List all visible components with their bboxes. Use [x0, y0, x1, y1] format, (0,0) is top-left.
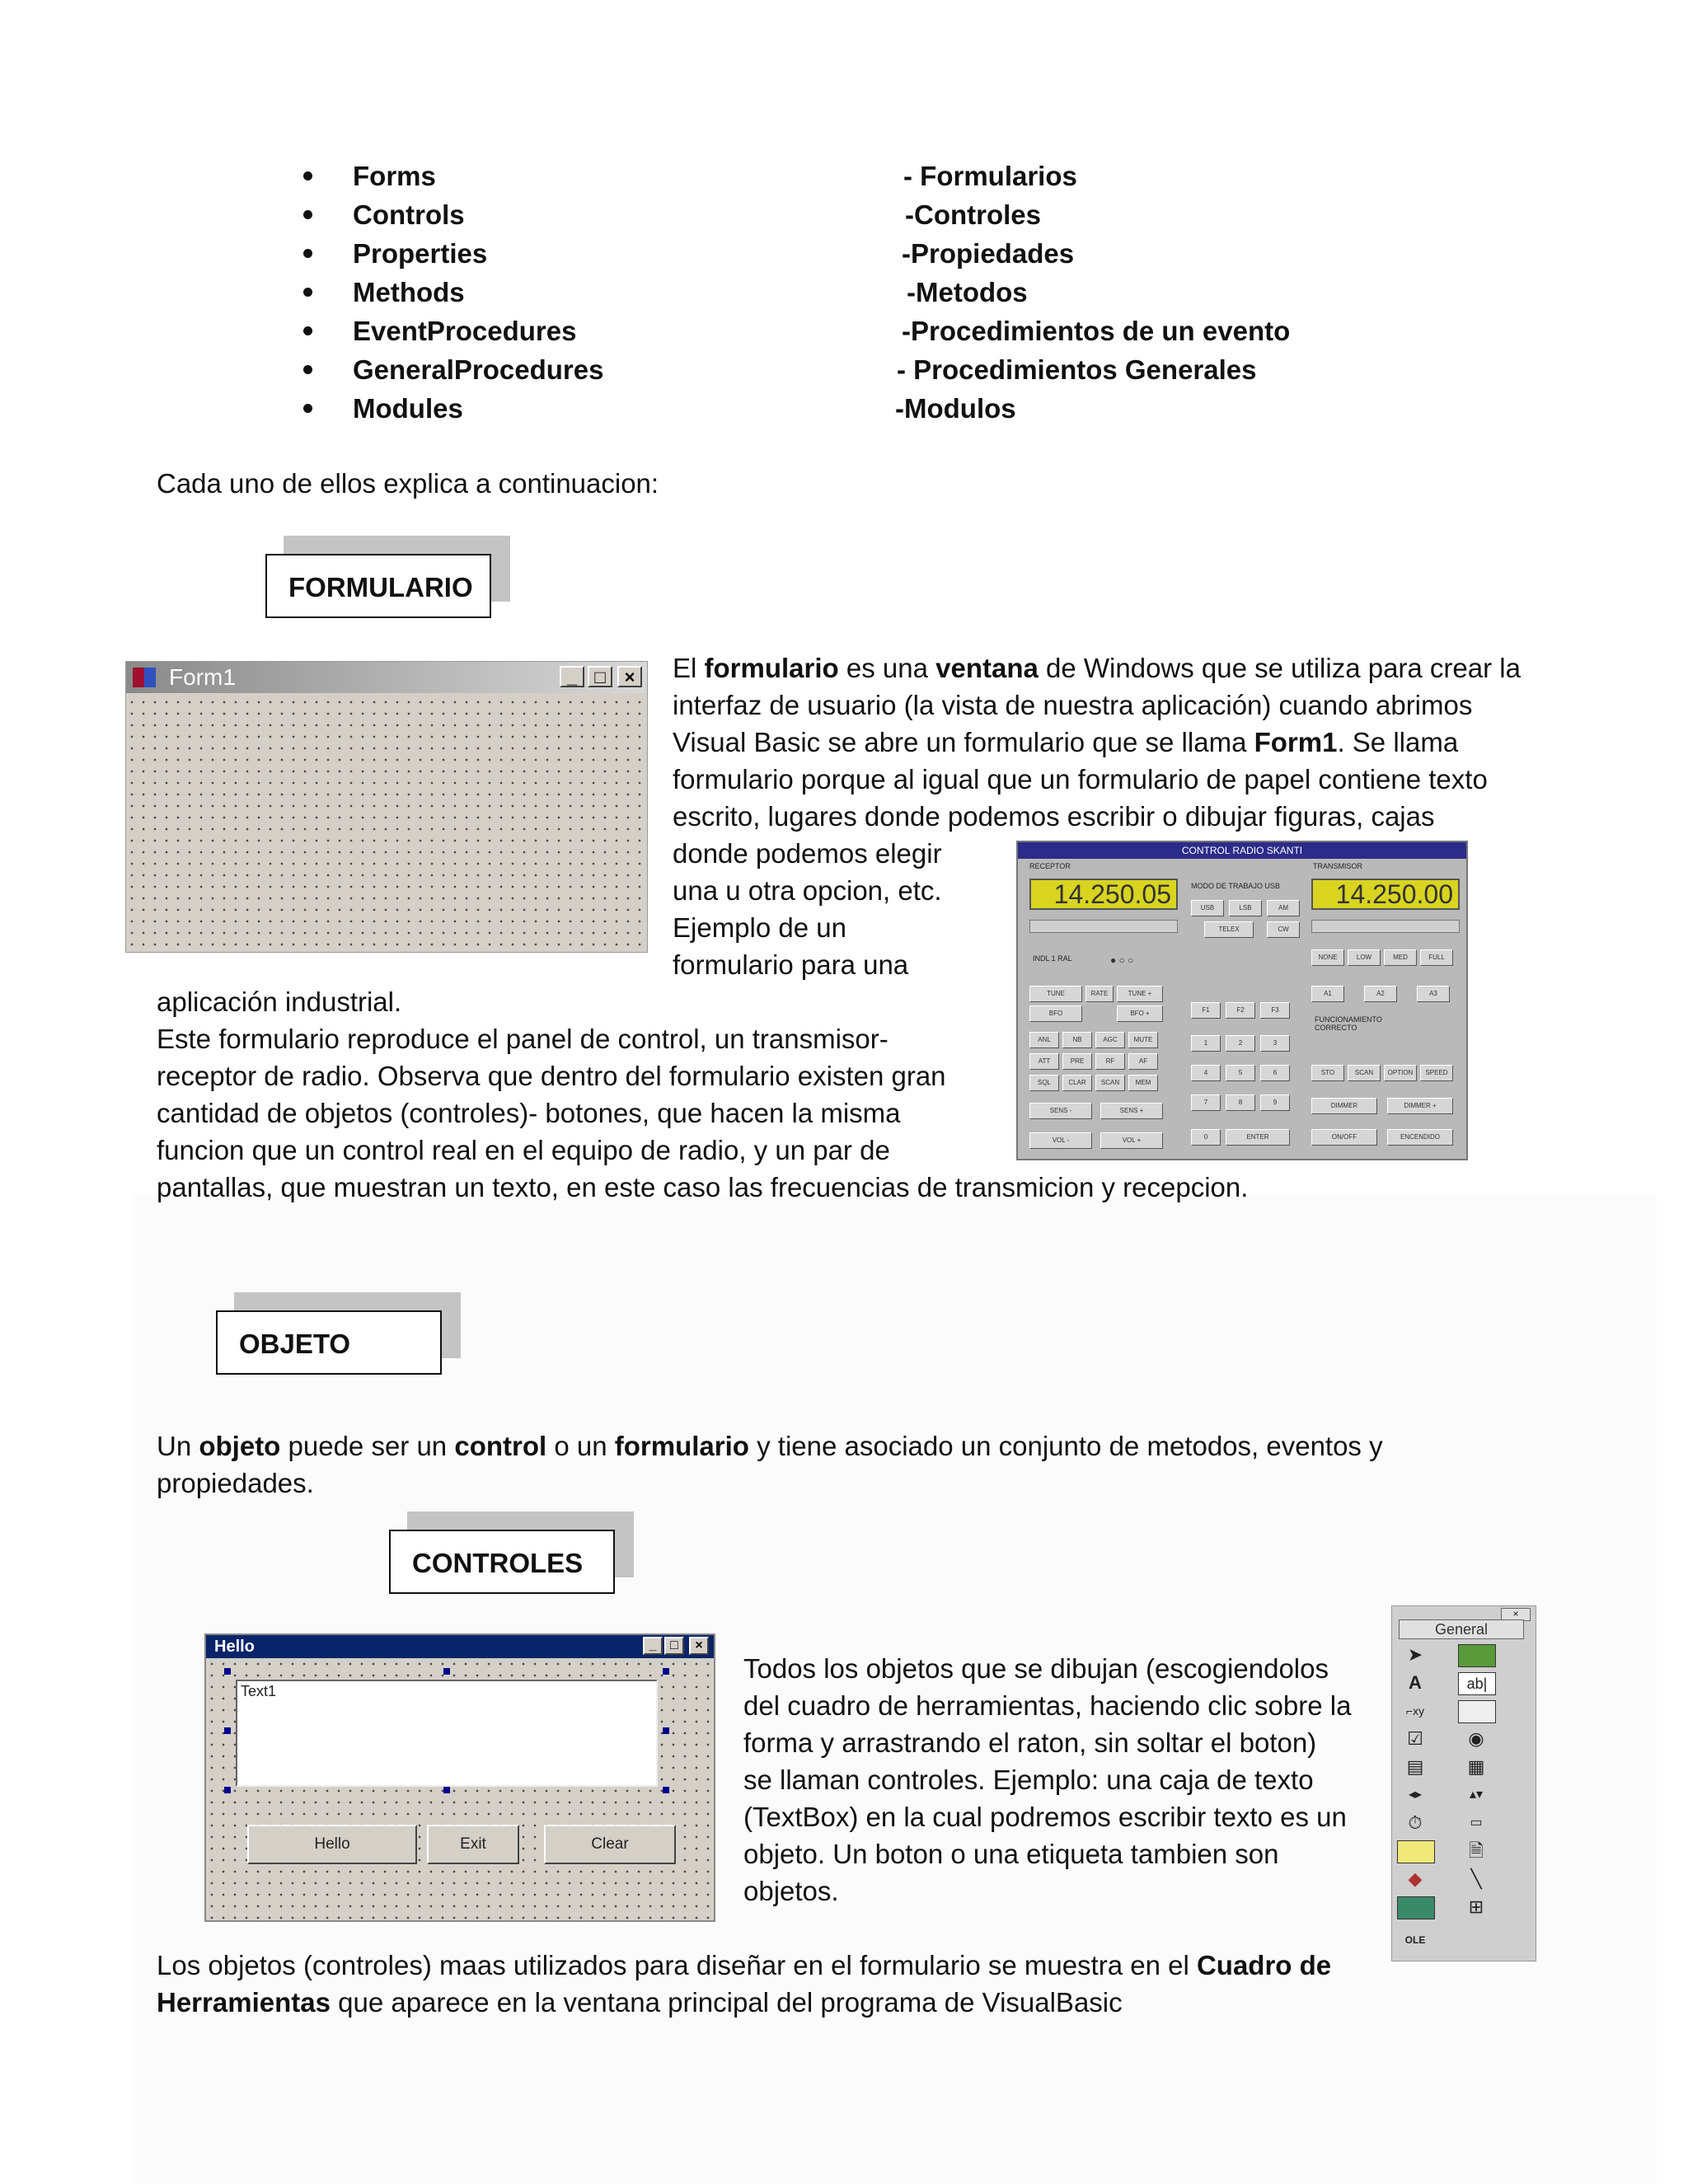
bullet-es: -Propiedades [902, 238, 1075, 269]
controles-line: forma y arrastrando el raton, sin soltar el boton) [743, 1727, 1317, 1758]
formulario-line: escrito, lugares donde podemos escribir o dibujar figuras, cajas [673, 801, 1435, 832]
formulario-line: donde podemos elegir [673, 838, 942, 869]
number-key[interactable]: 8 [1226, 1094, 1255, 1111]
mode-key[interactable]: TELEX [1204, 921, 1254, 938]
bullet-dot [303, 249, 312, 258]
timer-icon[interactable]: ⏱ [1408, 1812, 1423, 1833]
small-key[interactable]: MEM [1128, 1075, 1158, 1091]
power-key[interactable]: FULL [1420, 949, 1453, 966]
number-key[interactable]: 6 [1260, 1065, 1290, 1081]
mode-key[interactable]: AM [1267, 900, 1300, 916]
vol-minus-key[interactable]: VOL - [1029, 1132, 1092, 1149]
bullet-en: Controls [353, 199, 465, 230]
power-key[interactable]: NONE [1311, 949, 1344, 966]
toolbox-title: General [1399, 1619, 1524, 1639]
number-key[interactable]: 9 [1260, 1094, 1290, 1111]
filelistbox-icon[interactable]: 🗎 [1469, 1840, 1484, 1861]
bullet-en: GeneralProcedures [353, 354, 604, 385]
small-key[interactable]: SCAN [1095, 1075, 1125, 1091]
close-icon[interactable]: × [1501, 1608, 1531, 1621]
formulario-line: El formulario es una ventana de Windows que se utiliza para crear la [673, 653, 1521, 683]
final-line: Los objetos (controles) maas utilizados para diseñar en el formulario se muestra en el Cuadro de [157, 1950, 1332, 1980]
formulario-line: Ejemplo de un [673, 912, 846, 943]
formulario-line: cantidad de objetos (controles)- botones, que hacen la misma [157, 1098, 901, 1128]
bullet-en: Methods [353, 277, 465, 307]
controles-line: objeto. Un boton o una etiqueta tambien son [743, 1839, 1279, 1869]
text1-textbox[interactable]: Text1 [236, 1680, 658, 1787]
right-key[interactable]: STO [1311, 1065, 1344, 1081]
form-app-icon [133, 668, 144, 687]
number-key[interactable]: 2 [1226, 1035, 1255, 1052]
label-icon[interactable]: A [1409, 1672, 1422, 1693]
close-icon[interactable]: × [617, 666, 642, 687]
transmitter-frequency-display: 14.250.00 [1311, 879, 1460, 910]
minimize-icon[interactable]: _ [560, 666, 584, 687]
small-key[interactable]: ATT [1029, 1053, 1059, 1070]
small-key[interactable]: ANL [1029, 1032, 1059, 1048]
modo-label: MODO DE TRABAJO USB [1191, 882, 1280, 890]
sens-plus-key[interactable]: SENS + [1100, 1103, 1163, 1119]
hello-title: Hello [214, 1638, 255, 1656]
small-key[interactable]: PRE [1062, 1053, 1092, 1070]
bullet-es: -Modulos [895, 393, 1016, 424]
receiver-frequency-display: 14.250.05 [1029, 879, 1178, 910]
hello-titlebar [206, 1635, 714, 1658]
maximize-icon[interactable]: □ [664, 1637, 684, 1655]
number-key[interactable]: 1 [1191, 1035, 1221, 1052]
tune-key[interactable]: TUNE + [1117, 986, 1163, 1002]
formulario-line: una u otra opcion, etc. [673, 875, 942, 906]
objeto-line: propiedades. [157, 1468, 314, 1498]
formulario-line: formulario porque al igual que un formulario de papel contiene texto [673, 764, 1488, 794]
controles-line: objetos. [743, 1876, 839, 1906]
formulario-line: Visual Basic se abre un formulario que se llama Form1. Se llama [673, 727, 1459, 757]
final-line: Herramientas que aparece en la ventana principal del programa de VisualBasic [157, 1987, 1123, 2018]
hscrollbar-icon[interactable]: ◂▸ [1408, 1788, 1423, 1802]
listbox-icon[interactable]: ▦ [1467, 1756, 1485, 1777]
data-icon[interactable]: ⊞ [1468, 1896, 1484, 1917]
toolbox-panel [1391, 1605, 1536, 1961]
header-label: CONTROLES [389, 1530, 615, 1594]
controles-line: Todos los objetos que se dibujan (escogiendolos [743, 1653, 1329, 1684]
function-key[interactable]: F2 [1226, 1002, 1255, 1019]
formulario-line: funcion que un control real en el equipo de radio, y un par de [157, 1135, 890, 1165]
transmisor-label: TRANSMISOR [1313, 862, 1363, 870]
bullet-dot [303, 288, 312, 297]
antenna-key[interactable]: A1 [1311, 986, 1344, 1002]
header-label: FORMULARIO [265, 554, 491, 618]
objeto-line: Un objeto puede ser un control o un formulario y tiene asociado un conjunto de metodos, eventos y [157, 1431, 1383, 1461]
vol-plus-key[interactable]: VOL + [1100, 1132, 1163, 1149]
small-key[interactable]: SQL [1029, 1075, 1059, 1091]
hello-button[interactable]: Hello [247, 1825, 417, 1864]
transmitter-level-bar [1311, 920, 1460, 933]
close-icon[interactable]: × [689, 1637, 709, 1655]
form1-title: Form1 [169, 664, 236, 690]
bullet-en: Forms [353, 161, 436, 191]
mode-key[interactable]: LSB [1229, 900, 1262, 916]
bullet-es: - Procedimientos Generales [897, 354, 1257, 385]
resize-handle[interactable] [443, 1668, 450, 1675]
header-label: OBJETO [216, 1310, 442, 1375]
resize-handle[interactable] [224, 1787, 231, 1793]
number-key[interactable]: 4 [1191, 1065, 1221, 1081]
picturebox-icon[interactable] [1458, 1644, 1496, 1667]
radio-panel-title: CONTROL RADIO SKANTI [1018, 842, 1466, 859]
bullet-dot [303, 326, 312, 335]
radio-control-panel [1016, 841, 1468, 1160]
resize-handle[interactable] [663, 1668, 669, 1675]
receiver-level-bar [1029, 920, 1178, 933]
antenna-key[interactable]: A2 [1364, 986, 1397, 1002]
tune-key[interactable]: TUNE [1029, 986, 1082, 1002]
antenna-key[interactable]: A3 [1417, 986, 1450, 1002]
enter-key[interactable]: ENTER [1226, 1129, 1290, 1146]
receptor-label: RECEPTOR [1029, 862, 1071, 870]
tune-key[interactable]: RATE [1085, 986, 1114, 1002]
right-key[interactable]: DIMMER + [1387, 1098, 1453, 1114]
number-key[interactable]: 5 [1226, 1065, 1255, 1081]
pointer-icon[interactable]: ➤ [1407, 1644, 1423, 1665]
resize-handle[interactable] [224, 1727, 231, 1734]
tune-key[interactable]: BFO + [1117, 1005, 1163, 1022]
formulario-line: pantallas, que muestran un texto, en este caso las frecuencias de transmicion y recepcion. [157, 1172, 1249, 1202]
checkbox-icon[interactable]: ☑ [1407, 1728, 1423, 1749]
bullet-dot [303, 404, 312, 413]
image-icon[interactable] [1397, 1896, 1435, 1919]
right-key[interactable]: SCAN [1348, 1065, 1381, 1081]
status-label: FUNCIONAMIENTO CORRECTO [1315, 1015, 1382, 1032]
bullet-dot [303, 210, 312, 219]
shape-icon[interactable]: ◆ [1408, 1868, 1423, 1889]
resize-handle[interactable] [663, 1727, 669, 1734]
controles-line: del cuadro de herramientas, haciendo clic sobre la [743, 1690, 1352, 1721]
small-key[interactable]: MUTE [1128, 1032, 1158, 1048]
right-key[interactable]: OPTION [1384, 1065, 1417, 1081]
textbox-icon[interactable]: ab| [1458, 1672, 1496, 1695]
bullet-dot [303, 171, 312, 180]
right-key[interactable]: SPEED [1420, 1065, 1453, 1081]
right-key[interactable]: ENCENDIDO [1387, 1129, 1453, 1146]
power-key[interactable]: LOW [1348, 949, 1381, 966]
right-key[interactable]: ON/OFF [1311, 1129, 1377, 1146]
bullet-en: Modules [353, 393, 463, 424]
indicator-label: INDL 1 RAL [1033, 954, 1072, 963]
commandbutton-icon[interactable] [1458, 1700, 1496, 1723]
form-app-icon [144, 668, 156, 687]
formulario-line: Este formulario reproduce el panel de control, un transmisor- [157, 1024, 889, 1054]
function-key[interactable]: F3 [1260, 1002, 1290, 1019]
bullet-es: -Metodos [907, 277, 1028, 307]
formulario-line: interfaz de usuario (la vista de nuestra aplicación) cuando abrimos [673, 690, 1473, 720]
combobox-icon[interactable]: ▤ [1406, 1756, 1424, 1777]
number-key[interactable]: 3 [1260, 1035, 1290, 1052]
ole-icon[interactable]: OLE [1404, 1934, 1426, 1946]
bullet-es: - Formularios [903, 161, 1077, 191]
small-key[interactable]: CLAR [1062, 1075, 1092, 1091]
bullet-es: -Procedimientos de un evento [902, 316, 1291, 346]
exit-button[interactable]: Exit [427, 1825, 519, 1864]
line-icon[interactable]: ╲ [1470, 1868, 1482, 1889]
optionbutton-icon[interactable]: ◉ [1468, 1728, 1484, 1749]
minimize-icon[interactable]: _ [643, 1637, 663, 1655]
vscrollbar-icon[interactable]: ▴▾ [1469, 1788, 1484, 1802]
resize-handle[interactable] [224, 1668, 231, 1675]
formulario-line: receptor de radio. Observa que dentro del formulario existen gran [157, 1061, 946, 1091]
sens-minus-key[interactable]: SENS - [1029, 1103, 1092, 1119]
formulario-line: aplicación industrial. [157, 987, 402, 1017]
controles-line: (TextBox) en la cual podremos escribir texto es un [743, 1802, 1347, 1832]
intro-text: Cada uno de ellos explica a continuacion: [157, 468, 659, 499]
controles-line: se llaman controles. Ejemplo: una caja de texto [743, 1765, 1314, 1795]
dirlistbox-icon[interactable] [1397, 1840, 1435, 1863]
right-key[interactable]: DIMMER [1311, 1098, 1377, 1114]
small-key[interactable]: AGC [1095, 1032, 1125, 1048]
small-key[interactable]: AF [1128, 1053, 1158, 1070]
bullet-es: -Controles [905, 199, 1041, 230]
small-key[interactable]: NB [1062, 1032, 1092, 1048]
number-key[interactable]: 0 [1191, 1129, 1221, 1146]
bullet-en: Properties [353, 238, 488, 269]
tune-key[interactable]: BFO [1029, 1005, 1082, 1022]
radio-option-dots[interactable]: ● ○ ○ [1110, 954, 1134, 966]
formulario-line: formulario para una [673, 949, 909, 980]
frame-icon[interactable]: ⌐xy [1405, 1704, 1425, 1718]
small-key[interactable]: RF [1095, 1053, 1125, 1070]
bullet-dot [303, 365, 312, 374]
maximize-icon[interactable]: □ [588, 666, 612, 687]
mode-key[interactable]: USB [1191, 900, 1224, 916]
form1-titlebar [126, 662, 647, 693]
resize-handle[interactable] [443, 1787, 450, 1793]
power-key[interactable]: MED [1384, 949, 1417, 966]
hello-form-window [204, 1633, 715, 1922]
clear-button[interactable]: Clear [544, 1825, 676, 1864]
function-key[interactable]: F1 [1191, 1002, 1221, 1019]
drivelistbox-icon[interactable]: ▭ [1470, 1816, 1483, 1830]
bullet-en: EventProcedures [353, 316, 577, 346]
resize-handle[interactable] [663, 1787, 669, 1793]
number-key[interactable]: 7 [1191, 1094, 1221, 1111]
mode-key[interactable]: CW [1267, 921, 1300, 938]
form1-window [125, 661, 648, 953]
